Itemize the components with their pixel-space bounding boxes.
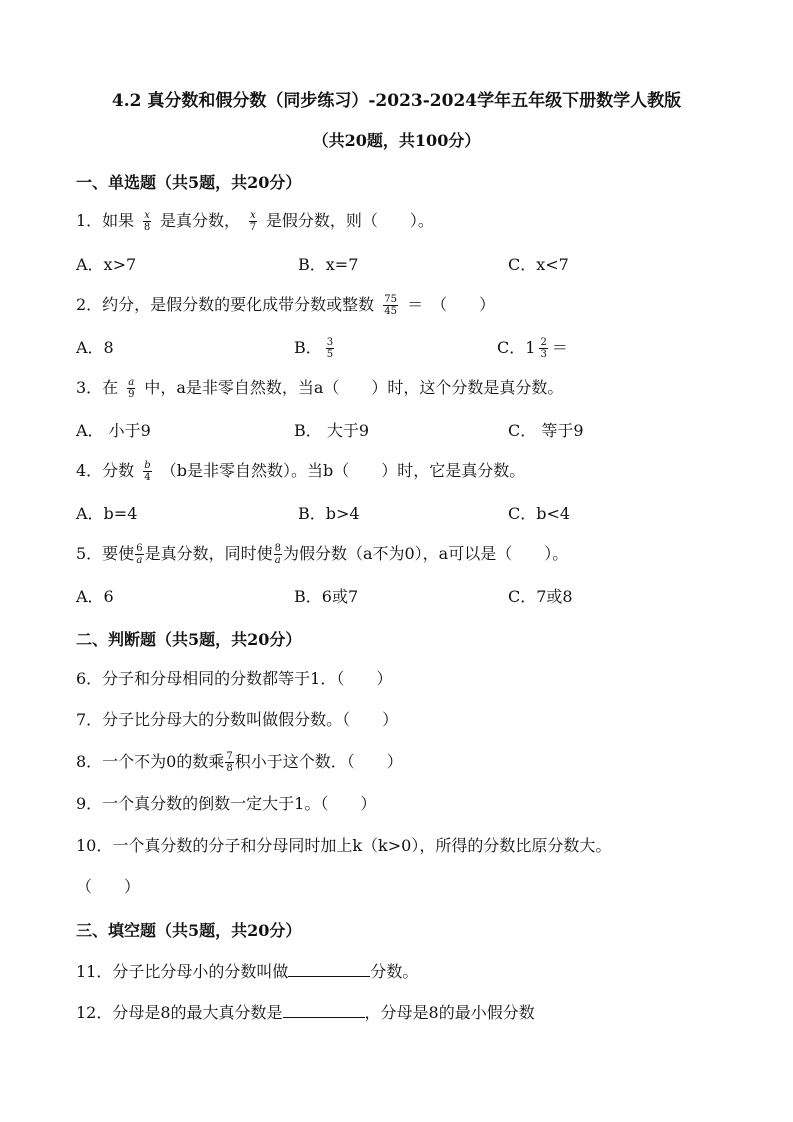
option-b-label: B． xyxy=(294,338,322,357)
question-6: 6．分子和分母相同的分数都等于1．（ ） xyxy=(76,669,393,688)
option-c-equals: ＝ xyxy=(551,338,568,357)
fraction-a-over-9 xyxy=(127,377,135,400)
option-a[interactable]: A． 小于9 xyxy=(76,421,151,440)
question-2 xyxy=(76,294,495,317)
option-c[interactable]: C．b<4 xyxy=(508,504,571,523)
fraction-numerator: x xyxy=(144,210,150,221)
option-b[interactable]: B． 大于9 xyxy=(294,421,370,440)
question-10-line-2: （ ） xyxy=(76,877,141,896)
fraction-denominator: 3 xyxy=(540,349,547,360)
question-8 xyxy=(76,751,403,774)
question-5 xyxy=(76,543,568,566)
question-2-text-post: ＝ （ ） xyxy=(407,295,496,314)
question-4-text-post: （b是非零自然数）。当b（ ）时，它是真分数。 xyxy=(160,461,526,480)
fraction-8-over-a xyxy=(274,543,282,566)
question-3 xyxy=(76,377,563,400)
question-1-text-pre: 1．如果 xyxy=(76,211,135,230)
fraction-75-over-45 xyxy=(383,294,398,317)
question-1-text-post: 是假分数，则（ ）。 xyxy=(265,211,434,230)
fraction-numerator: 3 xyxy=(326,337,334,348)
question-9: 9．一个真分数的倒数一定大于1。（ ） xyxy=(76,794,377,813)
page-title: 4.2 真分数和假分数（同步练习）-2023-2024学年五年级下册数学人教版 xyxy=(111,91,682,111)
fraction-numerator: x xyxy=(250,210,256,221)
fraction-numerator: 8 xyxy=(274,543,281,554)
fraction-denominator: 4 xyxy=(144,472,151,483)
option-b[interactable]: B．x=7 xyxy=(298,255,359,274)
option-c[interactable]: C． 等于9 xyxy=(508,421,584,440)
question-2-text-pre: 2．约分，是假分数的要化成带分数或整数 xyxy=(76,295,375,314)
fraction-6-over-a xyxy=(135,543,143,566)
section-heading-single-choice: 一、单选题（共5题，共20分） xyxy=(76,173,302,192)
question-12-text-post: ，分母是8的最小假分数 xyxy=(364,1003,535,1022)
fraction-7-over-8 xyxy=(225,751,233,774)
fraction-denominator: 9 xyxy=(128,389,135,400)
option-b[interactable]: B．6或7 xyxy=(294,587,359,606)
fraction-numerator: 75 xyxy=(384,294,398,305)
option-a[interactable]: A．b=4 xyxy=(76,504,138,523)
fraction-x-over-8 xyxy=(143,210,151,233)
question-10-line-1: 10．一个真分数的分子和分母同时加上k（k>0），所得的分数比原分数大。 xyxy=(76,836,612,855)
question-5-text-pre: 5．要使 xyxy=(76,544,135,563)
question-1-text-mid: 是真分数， xyxy=(160,211,241,230)
question-1 xyxy=(76,210,434,233)
fraction-denominator: a xyxy=(274,555,281,566)
question-11-text-post: 分数。 xyxy=(370,962,419,981)
option-c[interactable] xyxy=(497,337,568,360)
question-12 xyxy=(76,1001,535,1024)
answer-blank[interactable] xyxy=(283,1001,365,1018)
option-a[interactable]: A．x>7 xyxy=(76,255,137,274)
section-heading-true-false: 二、判断题（共5题，共20分） xyxy=(76,630,302,649)
fraction-numerator: 6 xyxy=(136,543,143,554)
fraction-numerator: 7 xyxy=(226,751,233,762)
fraction-denominator: a xyxy=(136,555,143,566)
fraction-denominator: 45 xyxy=(384,306,398,317)
fraction-b-over-4 xyxy=(143,460,151,483)
fraction-denominator: 7 xyxy=(249,222,257,233)
question-4 xyxy=(76,460,525,483)
option-a[interactable]: A．6 xyxy=(76,587,114,606)
question-5-text-mid: 是真分数，同时使 xyxy=(144,544,273,563)
fraction-3-over-5 xyxy=(326,337,334,360)
option-c[interactable]: C．x<7 xyxy=(508,255,569,274)
option-a[interactable]: A．8 xyxy=(76,338,114,357)
fraction-denominator: 5 xyxy=(326,349,334,360)
question-5-text-post: 为假分数（a不为0），a可以是（ ）。 xyxy=(282,544,569,563)
section-heading-fill-in: 三、填空题（共5题，共20分） xyxy=(76,921,302,940)
question-4-text-pre: 4．分数 xyxy=(76,461,135,480)
question-8-text-pre: 8．一个不为0的数乘 xyxy=(76,752,225,771)
fraction-2-over-3 xyxy=(539,337,547,360)
fraction-numerator: a xyxy=(128,377,135,388)
fraction-denominator: 8 xyxy=(143,222,151,233)
fraction-numerator: 2 xyxy=(540,337,547,348)
question-11-text-pre: 11．分子比分母小的分数叫做 xyxy=(76,962,289,981)
option-b[interactable] xyxy=(294,337,338,360)
question-3-text-pre: 3．在 xyxy=(76,378,119,397)
question-3-text-post: 中，a是非零自然数，当a（ ）时，这个分数是真分数。 xyxy=(144,378,564,397)
fraction-numerator: b xyxy=(144,460,151,471)
fraction-denominator: 8 xyxy=(226,763,233,774)
option-c-label: C．1 xyxy=(497,338,536,357)
question-11 xyxy=(76,960,418,983)
fraction-x-over-7 xyxy=(249,210,257,233)
question-8-text-post: 积小于这个数．（ ） xyxy=(234,752,403,771)
option-c[interactable]: C．7或8 xyxy=(508,587,573,606)
question-7: 7．分子比分母大的分数叫做假分数。（ ） xyxy=(76,710,399,729)
answer-blank[interactable] xyxy=(288,960,370,977)
option-b[interactable]: B．b>4 xyxy=(298,504,360,523)
question-12-text-pre: 12．分母是8的最大真分数是 xyxy=(76,1003,283,1022)
page-subtitle: （共20题，共100分） xyxy=(312,131,481,150)
